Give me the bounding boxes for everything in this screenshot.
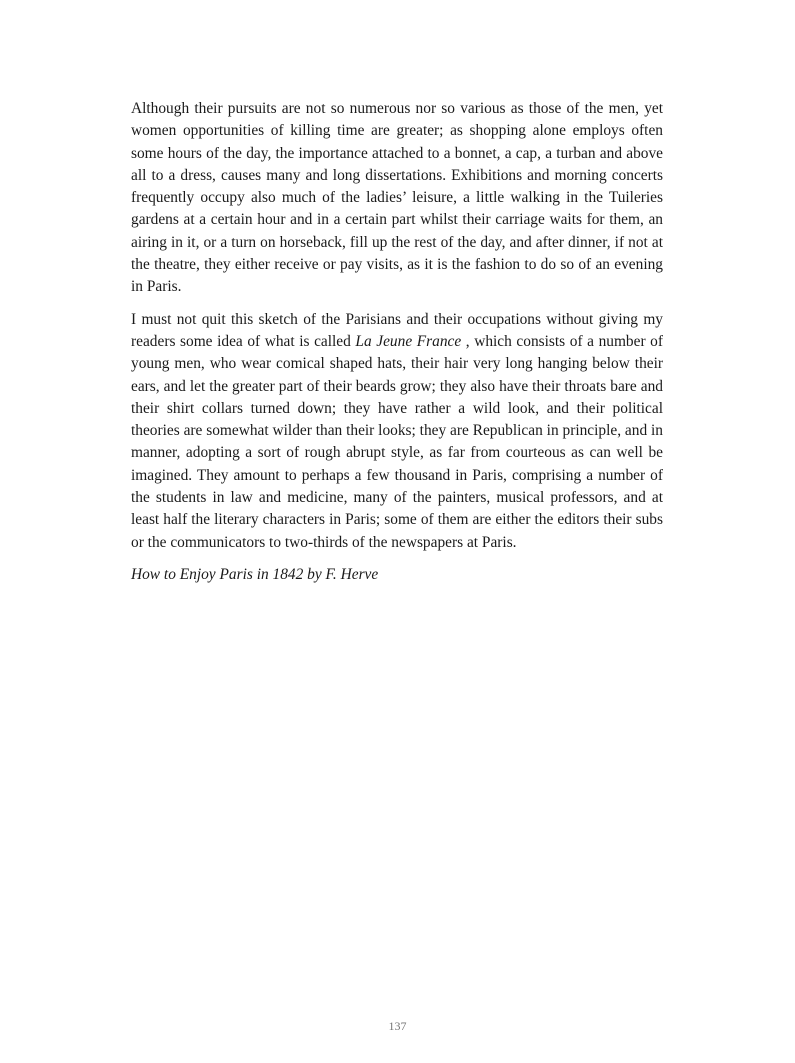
paragraph-1: Although their pursuits are not so numerous nor so various as those of the men, yet women opportunities of killing time are greater; as shopping alone employs often some hours of the day, the importance attached to a bonnet, a cap, a turban and above all to a dress, causes many and long dissertations. Exhibitions and morning concerts frequently occupy also much of the ladies’ leisure, a little walking in the Tuileries gardens at a certain hour and in a certain part whilst their carriage waits for them, an airing in it, or a turn on horseback, fill up the rest of the day, and after dinner, if not at the theatre, they either receive or pay visits, as it is the fashion to do so of an evening in Paris. [131,100,663,296]
page-number: 137 [388,1019,407,1033]
paragraph-2 [131,309,663,554]
paragraph-2-italic-title: La Jeune France [355,332,462,350]
text-block [131,98,663,586]
paragraph-2-lead: I must not quit this sketch of the Parisians and their occupations without giving my readers some idea of what is called [131,310,663,350]
source-citation: How to Enjoy Paris in 1842 by F. Herve [131,565,379,583]
paragraph-2-rest: , which consists of a number of young men, who wear comical shaped hats, their hair very long hanging below their ears, and let the greater part of their beards grow; they also have their throats bare and their shirt collars turned down; they have rather a wild look, and their political theories are somewhat wilder than their looks; they are Republican in principle, and in manner, adopting a sort of rough abrupt style, as far from courteous as can well be imagined. They amount to perhaps a few thousand in Paris, comprising a number of the students in law and medicine, many of the painters, musical professors, and at least half the literary characters in Paris; some of them are either the editors their subs or the communicators to two-thirds of the newspapers at Paris. [131,332,663,551]
